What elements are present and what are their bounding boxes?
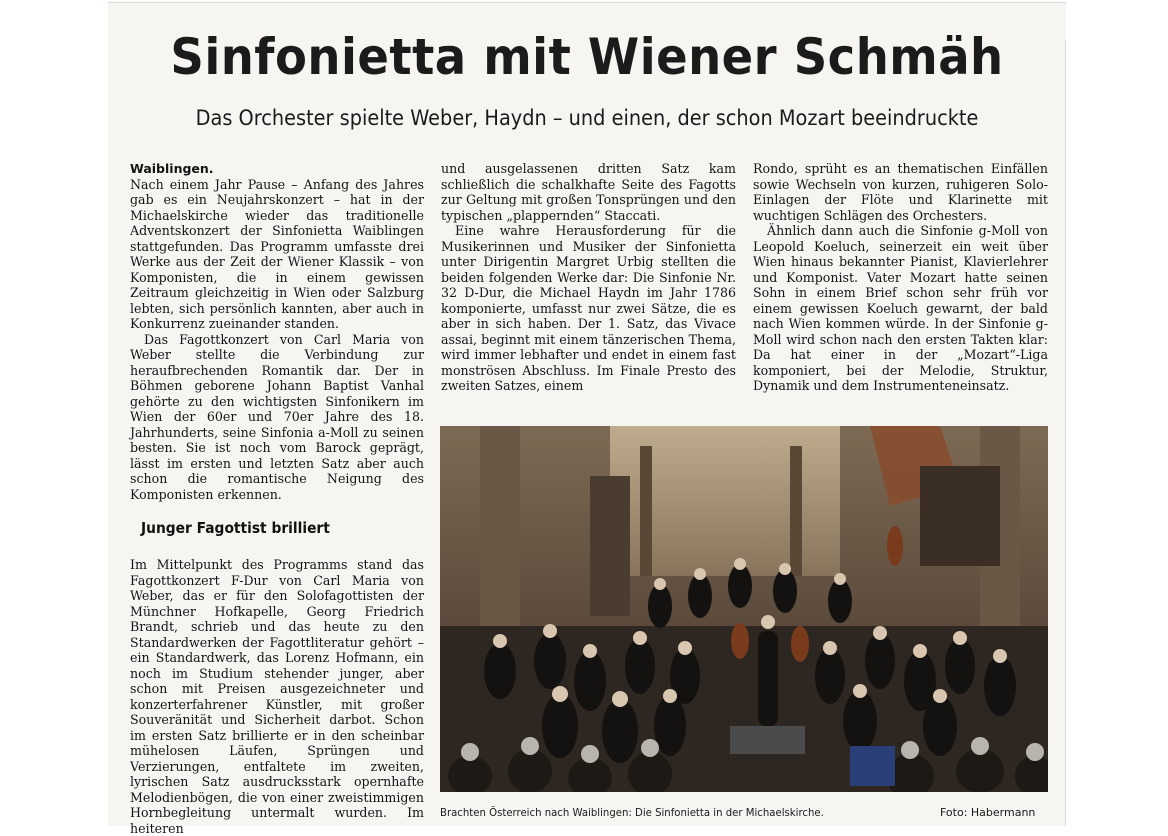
paragraph: Eine wahre Herausforderung für die Musikerinnen und Musiker der Sinfonietta unter Dirigentin Margret Urbig stellten die beiden folgenden Werke dar: Die Sinfonie Nr. 32 D-Dur, die Michael Haydn im Jahr 1786 komponierte, umfasst nur zwei Sätze, die es aber in sich haben. Der 1. Satz, das Vivace assai, beginnt mit einem tänzerischen Thema, wird immer lebhafter und endet in einem fast monströsen Abschluss. Im Finale Presto des zweiten Satzes, einem (441, 223, 736, 393)
column-1-continued (130, 557, 424, 836)
paragraph: Im Mittelpunkt des Programms stand das Fagottkonzert F-Dur von Carl Maria von Weber, das er für den Solofagottisten der Münchner Hofkapelle, Georg Friedrich Brandt, schrieb und das heute zu den Standardwerken der Fagottliteratur gehört – ein Standardwerk, das Lorenz Hofmann, ein noch im Studium stehender junger, aber schon mit Preisen ausgezeichneter und konzerterfahrener Künstler, mit großer Souveränität und Sicherheit darbot. Schon im ersten Satz brillierte er in den scheinbar mühelosen Läufen, Sprüngen und Verzierungen, entfaltete im zweiten, lyrischen Satz ausdrucksstark opernhafte Melodienbögen, die von einer zweistimmigen Hornbegleitung untermalt wurden. Im heiteren (130, 557, 424, 836)
photo-caption: Brachten Österreich nach Waiblingen: Die Sinfonietta in der Michaelskirche. (440, 806, 824, 819)
column-2 (441, 161, 736, 394)
paragraph: Ähnlich dann auch die Sinfonie g-Moll von Leopold Koeluch, seinerzeit ein weit über Wien hinaus bekannter Pianist, Klavierlehrer und Komponist. Vater Mozart hatte seinen Sohn in einem Brief schon sehr früh vor einem gewissen Koeluch gewarnt, der bald nach Wien kommen würde. In der Sinfonie g-Moll wird schon nach den ersten Takten klar: Da hat einer in der „Mozart“-Liga komponiert, bei der Melodie, Struktur, Dynamik und dem Instrumenteneinsatz. (753, 223, 1048, 393)
orchestra-photo (440, 426, 1048, 792)
dateline: Waiblingen. (130, 161, 214, 176)
subheadline: Das Orchester spielte Weber, Haydn – und einen, der schon Mozart beeindruckte (195, 106, 979, 130)
paragraph: Rondo, sprüht es an thematischen Einfällen sowie Wechseln von kurzen, ruhigeren Solo-Einlagen der Flöte und Klarinette mit wuchtigen Schlägen des Orchesters. (753, 161, 1048, 223)
headline: Sinfonietta mit Wiener Schmäh (170, 28, 1004, 86)
paragraph: und ausgelassenen dritten Satz kam schließlich die schalkhafte Seite des Fagotts zur Geltung mit großen Tonsprüngen und den typischen „plappernden“ Staccati. (441, 161, 736, 223)
scan-edge-right (1065, 40, 1066, 826)
paragraph: Das Fagottkonzert von Carl Maria von Weber stellte die Verbindung zur heraufbrechenden Romantik dar. Der in Böhmen geborene Johann Baptist Vanhal gehörte zu den wichtigsten Sinfonikern im Wien der 60er und 70er Jahre des 18. Jahrhunderts, seine Sinfonia a-Moll zu seinen besten. Sie ist noch vom Barock geprägt, lässt im ersten und letzten Satz aber auch schon die romantische Neigung des Komponisten erkennen. (130, 331, 424, 502)
photo-credit: Foto: Habermann (940, 806, 1036, 819)
scan-edge-top (108, 2, 1066, 3)
column-1 (130, 161, 424, 502)
column-3 (753, 161, 1048, 394)
orchestra-photo-illustration (440, 426, 1048, 792)
paragraph: Nach einem Jahr Pause – Anfang des Jahres gab es ein Neujahrskonzert – hat in der Michaelskirche wieder das traditionelle Adventskonzert der Sinfonietta Waiblingen stattgefunden. Das Programm umfasste drei Werke aus der Zeit der Wiener Klassik – von Komponisten, die in einem gewissen Zeitraum gleichzeitig in Wien oder Salzburg lebten, sich persönlich kannten, aber auch in Konkurrenz zueinander standen. (130, 176, 424, 331)
section-subtitle: Junger Fagottist brilliert (141, 519, 330, 537)
